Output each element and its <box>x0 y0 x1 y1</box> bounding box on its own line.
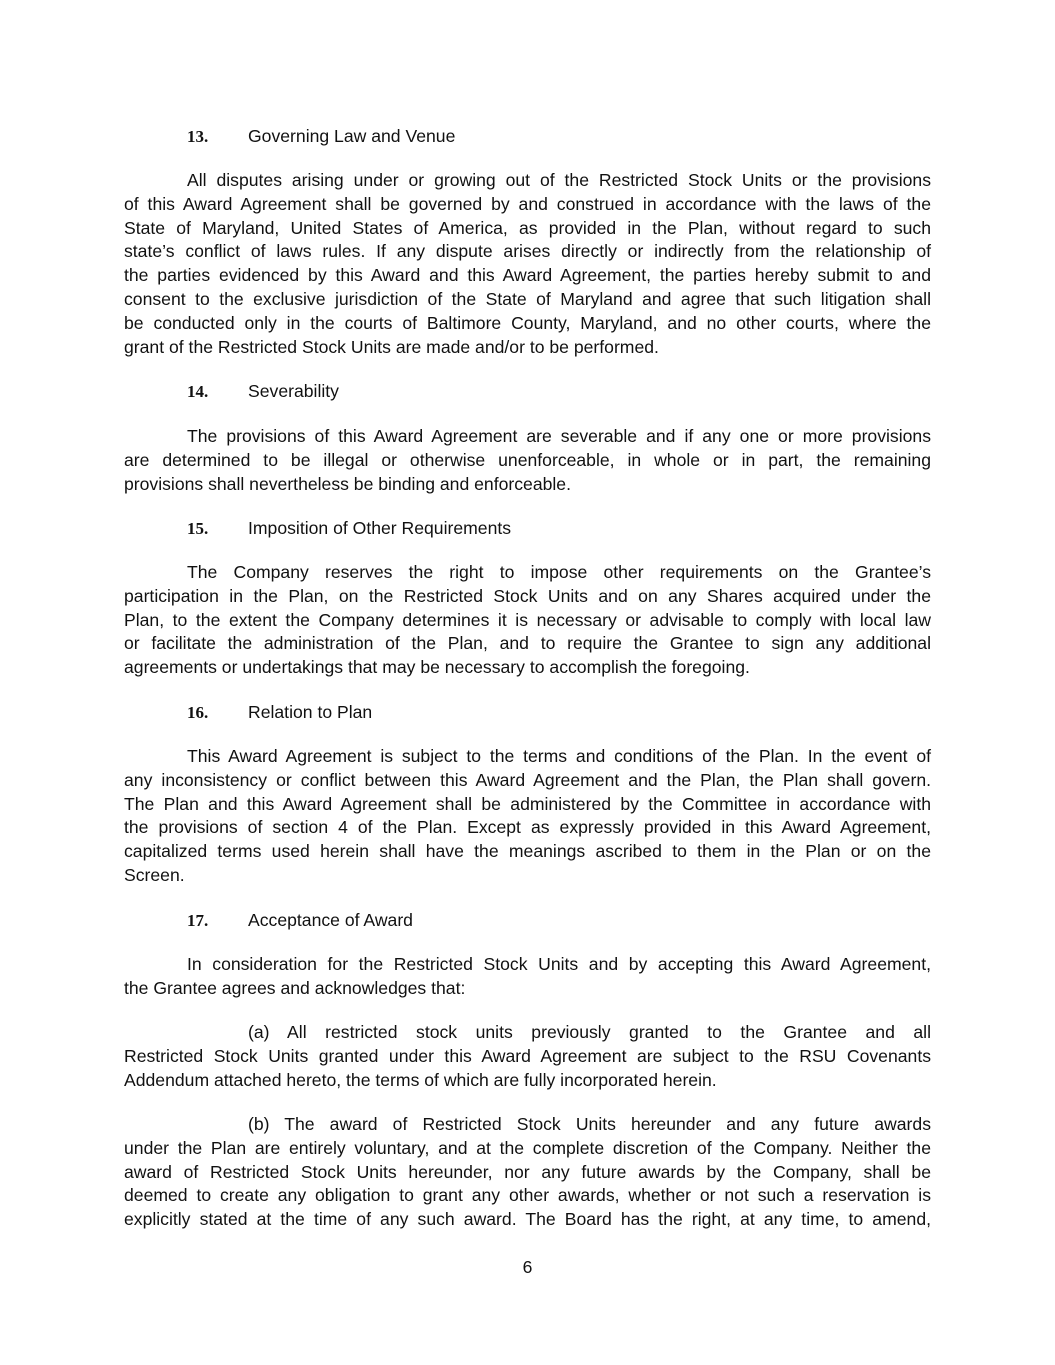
text-line: All disputes arising under or growing out of the Restricted Stock Units or the provisions <box>187 170 931 190</box>
text-line: or facilitate the administration of the Plan, and to require the Grantee to sign any additional <box>124 633 931 654</box>
text-line: award of Restricted Stock Units hereunder, nor any future awards by the Company, shall be <box>124 1161 931 1182</box>
section-title: Imposition of Other Requirements <box>248 518 512 538</box>
section-title: Severability <box>248 381 339 401</box>
text-line: the provisions of section 4 of the Plan. Except as expressly provided in this Award Agreement, <box>124 817 931 838</box>
text-line: capitalized terms used herein shall have the meanings ascribed to them in the Plan or on the <box>124 841 931 862</box>
section-heading <box>187 700 372 724</box>
paragraph <box>124 425 931 496</box>
section-title: Relation to Plan <box>248 702 373 722</box>
section-heading <box>187 516 511 540</box>
text-line: under the Plan are entirely voluntary, and at the complete discretion of the Company. Neither the <box>124 1137 931 1158</box>
section-heading <box>187 908 413 932</box>
text-line: Restricted Stock Units granted under this Award Agreement are subject to the RSU Covenants <box>124 1045 931 1066</box>
text-line: deemed to create any obligation to grant any other awards, whether or not such a reservation is <box>124 1185 931 1206</box>
text-line: the Grantee agrees and acknowledges that: <box>124 977 466 998</box>
text-line: (b) The award of Restricted Stock Units hereunder and any future awards <box>248 1114 931 1134</box>
text-line: State of Maryland, United States of America, as provided in the Plan, without regard to such <box>124 217 931 238</box>
text-line: Addendum attached hereto, the terms of which are fully incorporated herein. <box>124 1069 717 1090</box>
section-number: 17. <box>187 911 209 930</box>
section-number: 14. <box>187 382 209 401</box>
text-line: the parties evidenced by this Award and this Award Agreement, the parties hereby submit to and <box>124 265 931 286</box>
text-line: participation in the Plan, on the Restricted Stock Units and on any Shares acquired under the <box>124 585 931 606</box>
section-number: 16. <box>187 703 209 722</box>
text-line: are determined to be illegal or otherwise unenforceable, in whole or in part, the remaining <box>124 449 931 470</box>
text-line: The Plan and this Award Agreement shall be administered by the Committee in accordance with <box>124 793 931 814</box>
text-line: agreements or undertakings that may be necessary to accomplish the foregoing. <box>124 657 750 678</box>
text-line: Plan, to the extent the Company determines it is necessary or advisable to comply with local law <box>124 609 931 630</box>
text-line: grant of the Restricted Stock Units are made and/or to be performed. <box>124 336 659 357</box>
text-line: In consideration for the Restricted Stock Units and by accepting this Award Agreement, <box>187 954 931 974</box>
section-heading <box>187 124 455 148</box>
paragraph <box>124 745 931 888</box>
page-number: 6 <box>522 1257 533 1277</box>
section-title: Governing Law and Venue <box>248 126 456 146</box>
paragraph <box>124 561 931 680</box>
text-line: of this Award Agreement shall be governed by and construed in accordance with the laws of the <box>124 193 931 214</box>
text-line: any inconsistency or conflict between this Award Agreement and the Plan, the Plan shall govern. <box>124 769 931 790</box>
paragraph <box>124 1113 931 1232</box>
text-line: consent to the exclusive jurisdiction of the State of Maryland and agree that such litigation shall <box>124 288 931 309</box>
text-line: This Award Agreement is subject to the terms and conditions of the Plan. In the event of <box>187 746 931 766</box>
text-line: be conducted only in the courts of Baltimore County, Maryland, and no other courts, where the <box>124 312 931 333</box>
section-number: 15. <box>187 519 209 538</box>
paragraph <box>124 1021 931 1092</box>
text-line: state’s conflict of laws rules. If any dispute arises directly or indirectly from the relationship of <box>124 241 931 262</box>
text-line: The Company reserves the right to impose other requirements on the Grantee’s <box>187 562 931 582</box>
paragraph <box>124 953 931 1001</box>
text-line: provisions shall nevertheless be binding and enforceable. <box>124 473 571 494</box>
paragraph <box>124 169 931 359</box>
section-heading <box>187 379 339 403</box>
text-line: Screen. <box>124 864 185 885</box>
text-line: (a) All restricted stock units previously granted to the Grantee and all <box>248 1022 931 1042</box>
section-title: Acceptance of Award <box>248 910 413 930</box>
text-line: The provisions of this Award Agreement are severable and if any one or more provisions <box>187 426 931 446</box>
section-number: 13. <box>187 127 209 146</box>
text-line: explicitly stated at the time of any such award. The Board has the right, at any time, to amend, <box>124 1209 931 1230</box>
